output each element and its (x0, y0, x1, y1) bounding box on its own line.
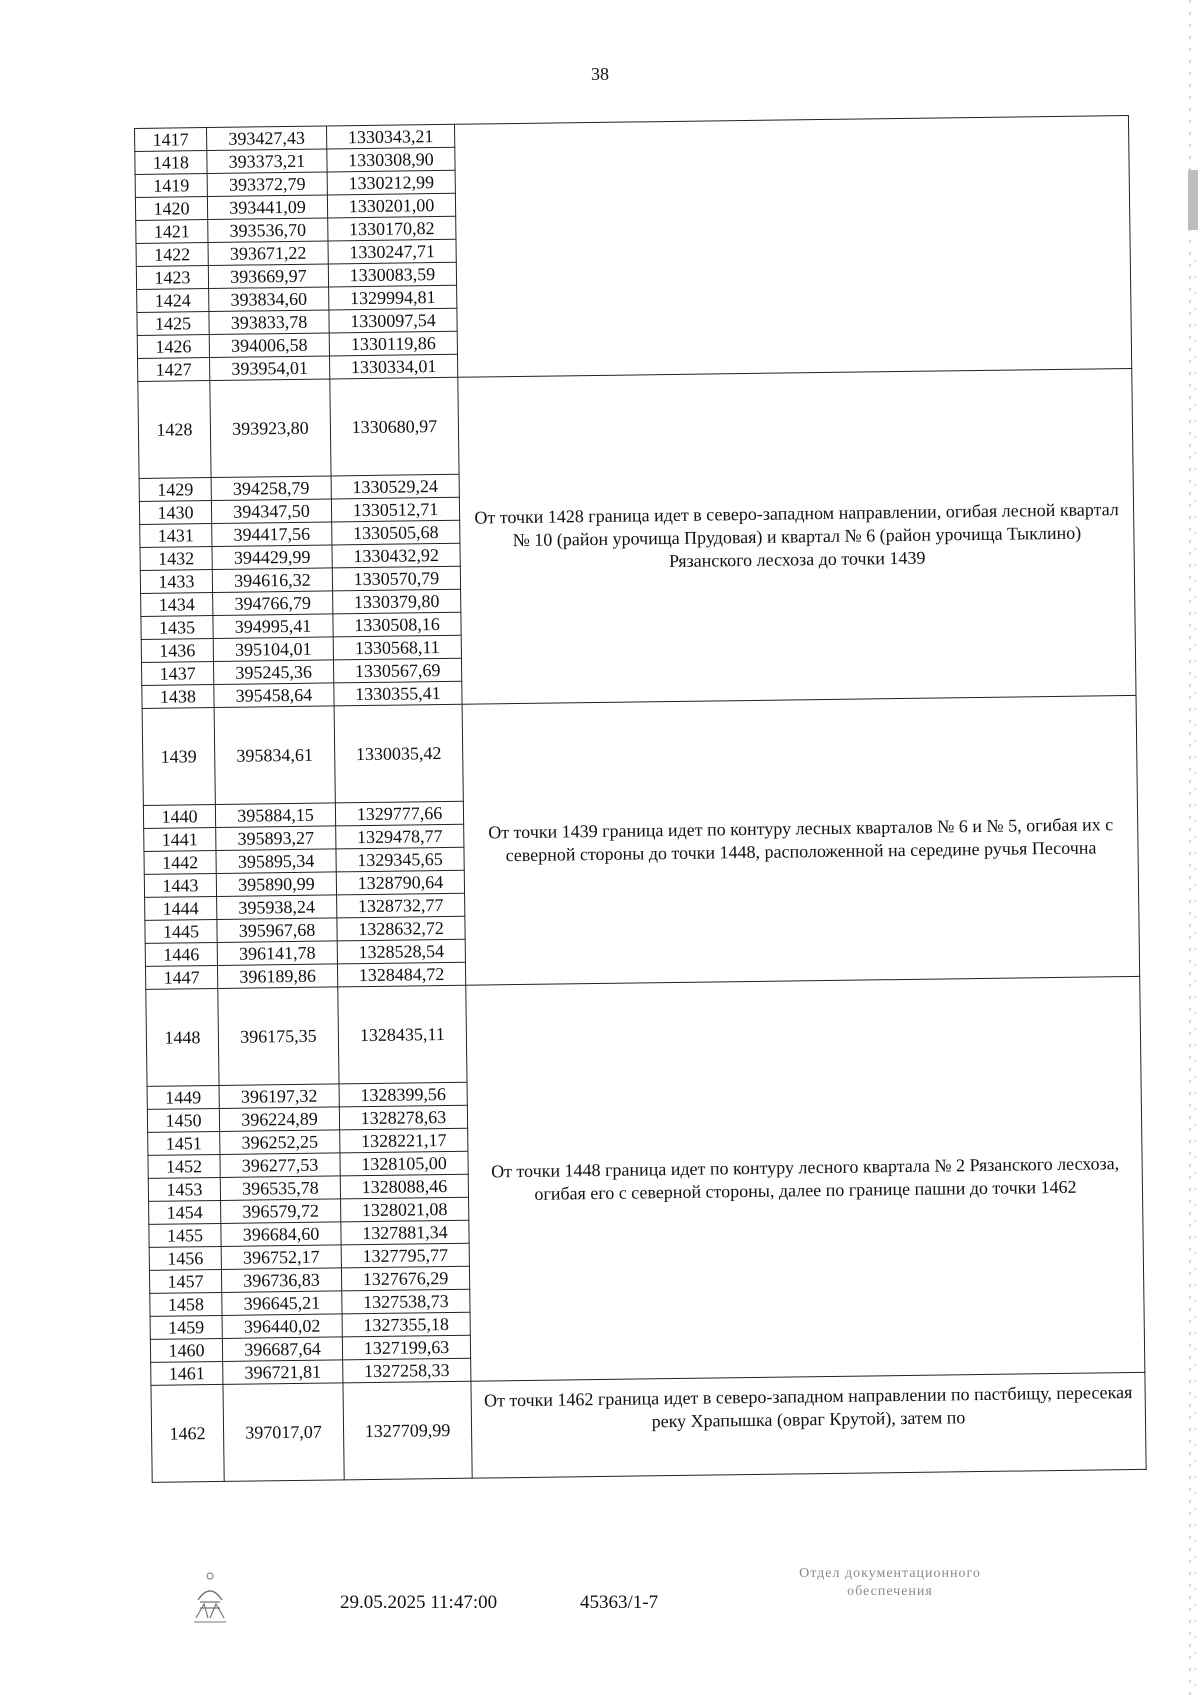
x-coordinate-cell: 393669,97 (208, 264, 328, 289)
boundary-description-cell (454, 115, 1131, 377)
y-coordinate-cell: 1327881,34 (341, 1220, 469, 1245)
x-coordinate-cell: 394616,32 (212, 568, 332, 593)
y-coordinate-cell: 1327258,33 (343, 1358, 471, 1383)
y-coordinate-cell: 1327676,29 (341, 1266, 469, 1291)
point-number-cell: 1459 (150, 1315, 222, 1339)
point-number-cell: 1460 (150, 1338, 222, 1362)
y-coordinate-cell: 1327795,77 (341, 1243, 469, 1268)
x-coordinate-cell: 394258,79 (211, 476, 331, 501)
point-number-cell: 1418 (135, 151, 207, 175)
y-coordinate-cell: 1329777,66 (335, 801, 463, 826)
x-coordinate-cell: 396535,78 (220, 1176, 340, 1201)
point-number-cell: 1440 (143, 804, 215, 828)
y-coordinate-cell: 1328399,56 (339, 1082, 467, 1107)
point-number-cell: 1452 (148, 1154, 220, 1178)
x-coordinate-cell: 395884,15 (215, 803, 335, 828)
point-number-cell: 1436 (141, 639, 213, 663)
x-coordinate-cell: 396684,60 (221, 1222, 341, 1247)
point-number-cell: 1421 (136, 220, 208, 244)
x-coordinate-cell: 393833,78 (209, 310, 329, 335)
table-row (138, 368, 1133, 478)
y-coordinate-cell: 1330529,24 (331, 474, 459, 499)
department-stamp (740, 1565, 1040, 1601)
x-coordinate-cell: 396579,72 (221, 1199, 341, 1224)
point-number-cell: 1449 (147, 1085, 219, 1109)
x-coordinate-cell: 394006,58 (209, 333, 329, 358)
y-coordinate-cell: 1330570,79 (332, 566, 460, 591)
point-number-cell: 1430 (139, 501, 211, 525)
y-coordinate-cell: 1330170,82 (328, 216, 456, 241)
y-coordinate-cell: 1327709,99 (343, 1381, 472, 1480)
table-row (146, 976, 1141, 1086)
point-number-cell: 1451 (148, 1131, 220, 1155)
y-coordinate-cell: 1327538,73 (342, 1289, 470, 1314)
y-coordinate-cell: 1328528,54 (337, 939, 465, 964)
x-coordinate-cell: 393923,80 (210, 379, 331, 478)
y-coordinate-cell: 1328105,00 (340, 1151, 468, 1176)
y-coordinate-cell: 1327355,18 (342, 1312, 470, 1337)
y-coordinate-cell: 1328732,77 (337, 893, 465, 918)
x-coordinate-cell: 396189,86 (217, 964, 337, 989)
y-coordinate-cell: 1330035,42 (334, 704, 463, 803)
x-coordinate-cell: 396721,81 (223, 1360, 343, 1385)
scan-margin-marks (1186, 0, 1200, 1695)
y-coordinate-cell: 1327199,63 (342, 1335, 470, 1360)
point-number-cell: 1458 (150, 1292, 222, 1316)
x-coordinate-cell: 396645,21 (222, 1291, 342, 1316)
footer-document-number: 45363/1-7 (580, 1592, 659, 1613)
x-coordinate-cell: 395834,61 (214, 706, 335, 805)
point-number-cell: 1431 (140, 524, 212, 548)
boundary-description-cell: От точки 1462 граница идет в северо-западном направлении по пастбищу, пересекая реку Храпышка (овраг Крутой), затем по (471, 1372, 1146, 1478)
table-row (135, 115, 1129, 151)
x-coordinate-cell: 393441,09 (207, 195, 327, 220)
x-coordinate-cell: 393834,60 (209, 287, 329, 312)
point-number-cell: 1446 (145, 942, 217, 966)
x-coordinate-cell: 393536,70 (208, 218, 328, 243)
coordinates-table (134, 115, 1147, 1483)
point-number-cell: 1422 (136, 243, 208, 267)
point-number-cell: 1461 (151, 1361, 223, 1385)
point-number-cell: 1443 (144, 873, 216, 897)
stamp-line-1: Отдел документационного (799, 1566, 981, 1581)
footer-datetime: 29.05.2025 11:47:00 (340, 1592, 498, 1613)
point-number-cell: 1448 (146, 988, 219, 1086)
x-coordinate-cell: 396141,78 (217, 941, 337, 966)
point-number-cell: 1442 (144, 850, 216, 874)
table-row (142, 695, 1137, 805)
y-coordinate-cell: 1330097,54 (329, 308, 457, 333)
y-coordinate-cell: 1330432,92 (332, 543, 460, 568)
point-number-cell: 1447 (145, 965, 217, 989)
x-coordinate-cell: 395893,27 (216, 826, 336, 851)
x-coordinate-cell: 394429,99 (212, 545, 332, 570)
point-number-cell: 1438 (142, 685, 214, 709)
point-number-cell: 1427 (138, 358, 210, 382)
y-coordinate-cell: 1328221,17 (340, 1128, 468, 1153)
y-coordinate-cell: 1328435,11 (338, 985, 467, 1084)
x-coordinate-cell: 396687,64 (222, 1337, 342, 1362)
x-coordinate-cell: 395938,24 (217, 895, 337, 920)
y-coordinate-cell: 1330355,41 (334, 681, 462, 706)
y-coordinate-cell: 1330308,90 (327, 147, 455, 172)
point-number-cell: 1441 (144, 827, 216, 851)
point-number-cell: 1424 (137, 289, 209, 313)
boundary-description-cell: От точки 1439 граница идет по контуру лесных кварталов № 6 и № 5, огибая их с северной стороны до точки 1448, расположенной на середине ручья Песочна (462, 695, 1140, 985)
y-coordinate-cell: 1328484,72 (337, 962, 465, 987)
y-coordinate-cell: 1330119,86 (329, 331, 457, 356)
x-coordinate-cell: 396252,25 (220, 1130, 340, 1155)
point-number-cell: 1455 (149, 1223, 221, 1247)
point-number-cell: 1450 (147, 1108, 219, 1132)
x-coordinate-cell: 393671,22 (208, 241, 328, 266)
point-number-cell: 1429 (139, 478, 211, 502)
point-number-cell: 1444 (145, 896, 217, 920)
y-coordinate-cell: 1329478,77 (336, 824, 464, 849)
x-coordinate-cell: 394995,41 (213, 614, 333, 639)
point-number-cell: 1425 (137, 312, 209, 336)
point-number-cell: 1434 (141, 593, 213, 617)
point-number-cell: 1433 (140, 570, 212, 594)
point-number-cell: 1462 (151, 1384, 224, 1482)
x-coordinate-cell: 396752,17 (221, 1245, 341, 1270)
point-number-cell: 1435 (141, 616, 213, 640)
point-number-cell: 1420 (135, 197, 207, 221)
x-coordinate-cell: 395458,64 (214, 683, 334, 708)
point-number-cell: 1457 (149, 1269, 221, 1293)
point-number-cell: 1428 (138, 381, 211, 479)
point-number-cell: 1419 (135, 174, 207, 198)
y-coordinate-cell: 1328278,63 (339, 1105, 467, 1130)
x-coordinate-cell: 396736,83 (221, 1268, 341, 1293)
x-coordinate-cell: 397017,07 (223, 1383, 344, 1482)
y-coordinate-cell: 1330379,80 (333, 589, 461, 614)
y-coordinate-cell: 1328632,72 (337, 916, 465, 941)
y-coordinate-cell: 1330512,71 (331, 497, 459, 522)
x-coordinate-cell: 395895,34 (216, 849, 336, 874)
y-coordinate-cell: 1330505,68 (332, 520, 460, 545)
y-coordinate-cell: 1330247,71 (328, 239, 456, 264)
y-coordinate-cell: 1328790,64 (336, 870, 464, 895)
coordinates-table-body (135, 115, 1147, 1482)
y-coordinate-cell: 1330343,21 (326, 124, 454, 149)
table-row (151, 1372, 1146, 1482)
x-coordinate-cell: 396277,53 (220, 1153, 340, 1178)
x-coordinate-cell: 395890,99 (216, 872, 336, 897)
x-coordinate-cell: 394766,79 (213, 591, 333, 616)
y-coordinate-cell: 1330568,11 (333, 635, 461, 660)
x-coordinate-cell: 394347,50 (211, 499, 331, 524)
y-coordinate-cell: 1329345,65 (336, 847, 464, 872)
x-coordinate-cell: 395245,36 (213, 660, 333, 685)
y-coordinate-cell: 1330567,69 (333, 658, 461, 683)
x-coordinate-cell: 396175,35 (218, 987, 339, 1086)
y-coordinate-cell: 1328088,46 (340, 1174, 468, 1199)
x-coordinate-cell: 395104,01 (213, 637, 333, 662)
y-coordinate-cell: 1330201,00 (327, 193, 455, 218)
x-coordinate-cell: 395967,68 (217, 918, 337, 943)
page-number: 38 (591, 64, 609, 84)
footer (0, 1560, 1200, 1640)
y-coordinate-cell: 1330680,97 (330, 377, 459, 476)
y-coordinate-cell: 1330212,99 (327, 170, 455, 195)
y-coordinate-cell: 1328021,08 (341, 1197, 469, 1222)
y-coordinate-cell: 1330334,01 (330, 354, 458, 379)
boundary-description-cell: От точки 1428 граница идет в северо-западном направлении, огибая лесной квартал № 10 (район урочища Прудовая) и квартал № 6 (район урочища Тыклино) Рязанского лесхоза до точки 1439 (458, 368, 1136, 704)
x-coordinate-cell: 396440,02 (222, 1314, 342, 1339)
x-coordinate-cell: 394417,56 (212, 522, 332, 547)
y-coordinate-cell: 1329994,81 (329, 285, 457, 310)
point-number-cell: 1426 (137, 335, 209, 359)
point-number-cell: 1456 (149, 1246, 221, 1270)
y-coordinate-cell: 1330508,16 (333, 612, 461, 637)
x-coordinate-cell: 393372,79 (207, 172, 327, 197)
x-coordinate-cell: 393427,43 (207, 126, 327, 151)
point-number-cell: 1454 (149, 1200, 221, 1224)
y-coordinate-cell: 1330083,59 (328, 262, 456, 287)
x-coordinate-cell: 393373,21 (207, 149, 327, 174)
point-number-cell: 1423 (136, 266, 208, 290)
point-number-cell: 1437 (141, 662, 213, 686)
point-number-cell: 1453 (148, 1177, 220, 1201)
stamp-line-2: обеспечения (847, 1584, 933, 1599)
boundary-description-cell: От точки 1448 граница идет по контуру лесного квартала № 2 Рязанского лесхоза, огибая его с северной стороны, далее по границе пашни до точки 1462 (466, 976, 1145, 1381)
x-coordinate-cell: 396197,32 (219, 1084, 339, 1109)
logo-icon (190, 1568, 230, 1628)
point-number-cell: 1439 (142, 708, 215, 806)
point-number-cell: 1417 (135, 128, 207, 152)
x-coordinate-cell: 396224,89 (219, 1107, 339, 1132)
x-coordinate-cell: 393954,01 (210, 356, 330, 381)
point-number-cell: 1432 (140, 547, 212, 571)
point-number-cell: 1445 (145, 919, 217, 943)
